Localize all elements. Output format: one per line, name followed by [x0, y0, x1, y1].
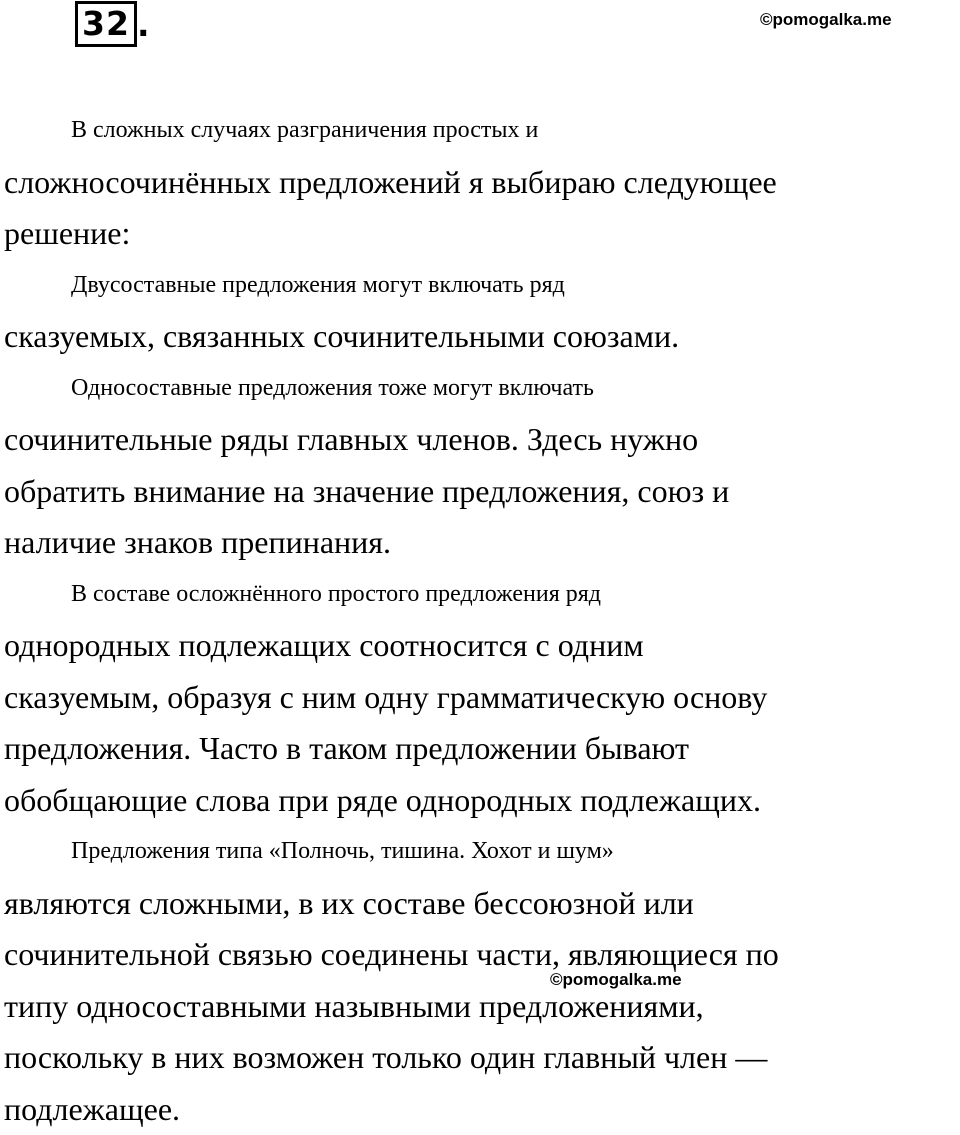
text-line: Предложения типа «Полночь, тишина. Хохот и шум»: [4, 826, 956, 878]
text-line: В сложных случаях разграничения простых и: [4, 105, 956, 157]
paragraph-2: [4, 260, 956, 363]
task-number-period: .: [137, 5, 151, 44]
text-line: сложносочинённых предложений я выбираю следующее: [4, 157, 956, 209]
paragraph-5: [4, 826, 956, 1135]
text-line: поскольку в них возможен только один главный член —: [4, 1032, 956, 1084]
text-line: сказуемых, связанных сочинительными союзами.: [4, 311, 956, 363]
text-line: типу односоставными назывными предложениями,: [4, 981, 956, 1033]
answer-text: [4, 105, 956, 1135]
watermark-top: ©pomogalka.me: [760, 10, 892, 30]
paragraph-1: [4, 105, 956, 260]
task-number: [75, 2, 150, 46]
text-line: обобщающие слова при ряде однородных подлежащих.: [4, 775, 956, 827]
text-line: являются сложными, в их составе бессоюзной или: [4, 878, 956, 930]
task-number-box: 32: [75, 1, 137, 47]
text-line: В составе осложнённого простого предложения ряд: [4, 569, 956, 621]
text-line: Двусоставные предложения могут включать ряд: [4, 260, 956, 312]
text-line: сказуемым, образуя с ним одну грамматическую основу: [4, 672, 956, 724]
text-line: наличие знаков препинания.: [4, 517, 956, 569]
paragraph-4: [4, 569, 956, 827]
text-line: подлежащее.: [4, 1084, 956, 1135]
text-line: сочинительной связью соединены части, являющиеся по: [4, 929, 956, 981]
text-line: Односоставные предложения тоже могут включать: [4, 363, 956, 415]
text-line: предложения. Часто в таком предложении бывают: [4, 723, 956, 775]
text-line: решение:: [4, 208, 956, 260]
text-line: сочинительные ряды главных членов. Здесь нужно: [4, 414, 956, 466]
text-line: обратить внимание на значение предложения, союз и: [4, 466, 956, 518]
text-line: однородных подлежащих соотносится с одним: [4, 620, 956, 672]
watermark-middle: ©pomogalka.me: [550, 970, 682, 990]
paragraph-3: [4, 363, 956, 569]
